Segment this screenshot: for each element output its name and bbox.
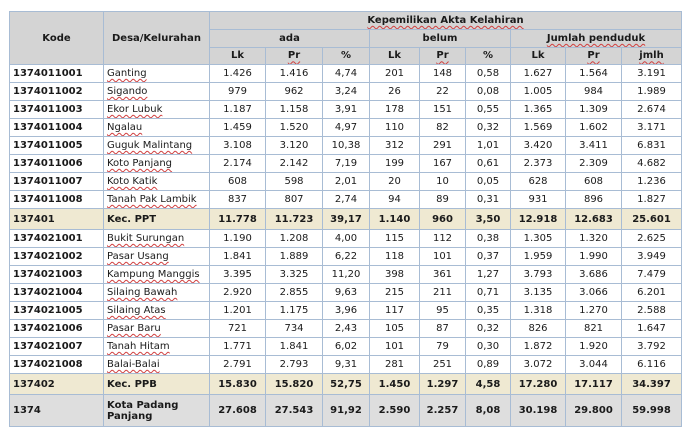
desa-name: Balai-Balai [107,359,160,370]
cell-jml-lk: 1.959 [511,248,566,266]
cell-jml-pr: 1.564 [566,65,622,83]
cell-belum-pr: 22 [420,83,466,101]
col-header-ada-pct: % [323,47,370,64]
cell-belum-pr: 101 [420,248,466,266]
cell-jml-pr: 1.920 [566,338,622,356]
cell-jml-lk: 1.005 [511,83,566,101]
cell-jml-lk: 12.918 [511,209,566,230]
cell-desa [104,284,210,302]
col-header-jml-pr: Pr [566,47,622,64]
cell-ada-pr: 3.120 [266,137,323,155]
cell-ada-pr: 2.793 [266,356,323,374]
cell-ada-pct: 4,00 [323,230,370,248]
desa-name: Pasar Baru [107,323,161,334]
subtotal-row [10,374,682,395]
cell-belum-pct: 0,61 [466,155,511,173]
cell-belum-pct: 3,50 [466,209,511,230]
cell-ada-pr: 962 [266,83,323,101]
cell-ada-pr: 1.208 [266,230,323,248]
col-header-jml-lk: Lk [511,47,566,64]
cell-desa [104,374,210,395]
group-header-akta: Kepemilikan Akta Kelahiran [210,12,682,30]
cell-ada-pr: 1.416 [266,65,323,83]
cell-jml-pr: 1.309 [566,101,622,119]
cell-ada-lk: 1.841 [210,248,266,266]
cell-jml-pr: 1.270 [566,302,622,320]
cell-jml-pr: 984 [566,83,622,101]
cell-belum-pct: 8,08 [466,395,511,427]
cell-kode: 1374011006 [10,155,104,173]
cell-jml-pr: 3.411 [566,137,622,155]
cell-belum-lk: 312 [370,137,420,155]
cell-ada-lk: 1.771 [210,338,266,356]
col-header-belum-lk: Lk [370,47,420,64]
cell-ada-pr: 15.820 [266,374,323,395]
cell-jml-pr: 1.602 [566,119,622,137]
cell-belum-lk: 110 [370,119,420,137]
cell-jml-lk: 3.072 [511,356,566,374]
cell-jml-lk: 1.305 [511,230,566,248]
desa-name: Sigando [107,86,148,97]
desa-name: Kec. PPB [107,378,157,390]
cell-ada-lk: 837 [210,191,266,209]
cell-jml-pr: 896 [566,191,622,209]
cell-ada-pct: 3,96 [323,302,370,320]
population-birth-certificate-table [9,11,682,427]
group-header-jumlah: Jumlah penduduk [511,30,682,47]
cell-jml-pr: 17.117 [566,374,622,395]
cell-jml: 4.682 [622,155,682,173]
cell-jml: 6.116 [622,356,682,374]
desa-name: Kec. PPT [107,213,157,225]
desa-name: Kampung Manggis [107,269,200,280]
cell-jml: 1.236 [622,173,682,191]
cell-belum-pr: 211 [420,284,466,302]
cell-jml-lk: 1.872 [511,338,566,356]
cell-jml-lk: 1.569 [511,119,566,137]
col-header-ada-pr: Pr [266,47,323,64]
cell-jml-pr: 2.309 [566,155,622,173]
cell-jml: 3.949 [622,248,682,266]
cell-jml-pr: 821 [566,320,622,338]
cell-kode: 137401 [10,209,104,230]
table-row [10,137,682,155]
cell-belum-pct: 4,58 [466,374,511,395]
cell-ada-pct: 6,02 [323,338,370,356]
cell-desa [104,266,210,284]
cell-desa [104,119,210,137]
cell-ada-lk: 1.426 [210,65,266,83]
table-row [10,83,682,101]
cell-belum-lk: 201 [370,65,420,83]
cell-ada-lk: 1.190 [210,230,266,248]
desa-name: Tanah Pak Lambik [107,194,197,205]
cell-ada-lk: 979 [210,83,266,101]
cell-belum-lk: 94 [370,191,420,209]
cell-belum-lk: 215 [370,284,420,302]
cell-belum-pr: 2.257 [420,395,466,427]
cell-belum-pr: 112 [420,230,466,248]
cell-kode: 1374011002 [10,83,104,101]
table-row [10,155,682,173]
cell-ada-pct: 39,17 [323,209,370,230]
cell-belum-lk: 281 [370,356,420,374]
cell-desa [104,101,210,119]
cell-jml-pr: 3.044 [566,356,622,374]
cell-ada-pr: 1.158 [266,101,323,119]
cell-kode: 1374011005 [10,137,104,155]
cell-belum-pct: 0,05 [466,173,511,191]
total-row [10,395,682,427]
desa-name: Silaing Bawah [107,287,178,298]
cell-desa [104,395,210,427]
cell-ada-lk: 1.459 [210,119,266,137]
cell-jml: 1.827 [622,191,682,209]
cell-ada-lk: 1.201 [210,302,266,320]
cell-ada-pr: 1.841 [266,338,323,356]
cell-jml-lk: 931 [511,191,566,209]
col-header-belum-pct: % [466,47,511,64]
cell-kode: 1374021002 [10,248,104,266]
cell-jml: 34.397 [622,374,682,395]
table-row [10,284,682,302]
cell-ada-pct: 91,92 [323,395,370,427]
cell-ada-pct: 2,01 [323,173,370,191]
cell-ada-pct: 6,22 [323,248,370,266]
col-header-desa: Desa/Kelurahan [104,12,210,65]
cell-jml-lk: 826 [511,320,566,338]
cell-belum-lk: 105 [370,320,420,338]
cell-jml-lk: 3.420 [511,137,566,155]
cell-belum-lk: 118 [370,248,420,266]
cell-ada-pr: 2.142 [266,155,323,173]
cell-kode: 1374011008 [10,191,104,209]
col-header-kode: Kode [10,12,104,65]
cell-kode: 1374021005 [10,302,104,320]
cell-belum-pr: 148 [420,65,466,83]
cell-jml: 2.674 [622,101,682,119]
cell-desa [104,230,210,248]
desa-name: Tanah Hitam [107,341,170,352]
cell-jml-pr: 608 [566,173,622,191]
cell-ada-pct: 9,63 [323,284,370,302]
cell-desa [104,209,210,230]
group-header-belum: belum [370,30,511,47]
cell-belum-pr: 151 [420,101,466,119]
cell-belum-pct: 0,89 [466,356,511,374]
desa-name: Ganting [107,68,147,79]
table-row [10,191,682,209]
cell-belum-pct: 0,58 [466,65,511,83]
cell-ada-pct: 7,19 [323,155,370,173]
cell-belum-pct: 0,08 [466,83,511,101]
cell-ada-lk: 3.108 [210,137,266,155]
cell-desa [104,83,210,101]
cell-belum-pct: 0,30 [466,338,511,356]
cell-ada-lk: 11.778 [210,209,266,230]
cell-kode: 1374011003 [10,101,104,119]
cell-jml: 3.191 [622,65,682,83]
desa-name: Bukit Surungan [107,233,185,244]
cell-belum-lk: 26 [370,83,420,101]
cell-ada-pr: 27.543 [266,395,323,427]
table-row [10,356,682,374]
table-row [10,230,682,248]
cell-belum-pr: 10 [420,173,466,191]
cell-belum-pct: 0,38 [466,230,511,248]
desa-name: Pasar Usang [107,251,169,262]
cell-belum-pr: 361 [420,266,466,284]
cell-ada-pct: 52,75 [323,374,370,395]
cell-jml: 59.998 [622,395,682,427]
col-header-belum-pr: Pr [420,47,466,64]
cell-belum-pr: 87 [420,320,466,338]
cell-jml-pr: 3.066 [566,284,622,302]
cell-ada-pr: 3.325 [266,266,323,284]
cell-ada-lk: 2.174 [210,155,266,173]
cell-jml: 2.588 [622,302,682,320]
cell-belum-pr: 82 [420,119,466,137]
desa-name: Ekor Lubuk [107,104,163,115]
cell-jml: 3.171 [622,119,682,137]
cell-belum-lk: 398 [370,266,420,284]
cell-belum-pct: 0,32 [466,320,511,338]
cell-jml: 6.831 [622,137,682,155]
cell-jml-lk: 17.280 [511,374,566,395]
table-row [10,119,682,137]
table-header [10,12,682,65]
cell-ada-pr: 1.175 [266,302,323,320]
cell-jml: 2.625 [622,230,682,248]
cell-belum-pct: 0,71 [466,284,511,302]
cell-jml-lk: 3.793 [511,266,566,284]
cell-belum-pr: 167 [420,155,466,173]
cell-kode: 1374021004 [10,284,104,302]
desa-name: Ngalau [107,122,143,133]
cell-desa [104,248,210,266]
cell-ada-lk: 608 [210,173,266,191]
cell-jml-lk: 30.198 [511,395,566,427]
cell-belum-lk: 101 [370,338,420,356]
cell-jml-lk: 628 [511,173,566,191]
cell-desa [104,338,210,356]
cell-jml: 1.989 [622,83,682,101]
cell-jml-lk: 3.135 [511,284,566,302]
cell-ada-pct: 4,74 [323,65,370,83]
table-body [10,65,682,427]
table-row [10,173,682,191]
cell-ada-pr: 807 [266,191,323,209]
group-header-ada: ada [210,30,370,47]
cell-kode: 1374 [10,395,104,427]
cell-ada-pct: 11,20 [323,266,370,284]
desa-name: Kota Padang Panjang [107,399,179,422]
cell-desa [104,173,210,191]
cell-belum-lk: 1.140 [370,209,420,230]
cell-belum-lk: 115 [370,230,420,248]
table-row [10,320,682,338]
table-row [10,65,682,83]
cell-jml-pr: 1.990 [566,248,622,266]
cell-ada-lk: 1.187 [210,101,266,119]
table-row [10,248,682,266]
cell-belum-lk: 117 [370,302,420,320]
cell-ada-pr: 1.889 [266,248,323,266]
col-header-jmlh: jmlh [622,47,682,64]
cell-desa [104,320,210,338]
cell-ada-pr: 11.723 [266,209,323,230]
cell-belum-pr: 291 [420,137,466,155]
cell-ada-pct: 9,31 [323,356,370,374]
cell-belum-lk: 20 [370,173,420,191]
cell-belum-pct: 1,01 [466,137,511,155]
cell-ada-pct: 2,74 [323,191,370,209]
col-header-ada-lk: Lk [210,47,266,64]
cell-belum-pct: 1,27 [466,266,511,284]
cell-jml: 3.792 [622,338,682,356]
desa-name: Silaing Atas [107,305,166,316]
subtotal-row [10,209,682,230]
cell-belum-pr: 251 [420,356,466,374]
cell-desa [104,191,210,209]
cell-jml: 1.647 [622,320,682,338]
cell-kode: 137402 [10,374,104,395]
table-row [10,101,682,119]
cell-belum-lk: 1.450 [370,374,420,395]
cell-desa [104,155,210,173]
cell-jml-pr: 12.683 [566,209,622,230]
cell-ada-lk: 2.791 [210,356,266,374]
cell-belum-pr: 79 [420,338,466,356]
cell-jml-lk: 1.365 [511,101,566,119]
table-row [10,266,682,284]
cell-belum-pct: 0,32 [466,119,511,137]
cell-ada-pr: 1.520 [266,119,323,137]
cell-ada-pct: 3,91 [323,101,370,119]
cell-kode: 1374021003 [10,266,104,284]
desa-name: Koto Katik [107,176,158,187]
cell-belum-pr: 960 [420,209,466,230]
cell-desa [104,302,210,320]
cell-belum-pr: 1.297 [420,374,466,395]
cell-belum-pr: 95 [420,302,466,320]
cell-jml-pr: 29.800 [566,395,622,427]
cell-kode: 1374011004 [10,119,104,137]
cell-ada-lk: 15.830 [210,374,266,395]
cell-belum-pct: 0,31 [466,191,511,209]
cell-desa [104,137,210,155]
cell-ada-lk: 2.920 [210,284,266,302]
cell-kode: 1374021006 [10,320,104,338]
cell-jml: 7.479 [622,266,682,284]
cell-ada-lk: 3.395 [210,266,266,284]
cell-belum-pct: 0,37 [466,248,511,266]
cell-jml: 25.601 [622,209,682,230]
cell-ada-lk: 721 [210,320,266,338]
table-row [10,302,682,320]
cell-ada-pct: 3,24 [323,83,370,101]
cell-belum-pr: 89 [420,191,466,209]
cell-belum-pct: 0,55 [466,101,511,119]
cell-jml-lk: 1.627 [511,65,566,83]
desa-name: Guguk Malintang [107,140,193,151]
cell-ada-pct: 2,43 [323,320,370,338]
cell-ada-lk: 27.608 [210,395,266,427]
cell-kode: 1374021008 [10,356,104,374]
cell-kode: 1374011007 [10,173,104,191]
cell-ada-pr: 734 [266,320,323,338]
cell-ada-pct: 10,38 [323,137,370,155]
cell-jml: 6.201 [622,284,682,302]
cell-ada-pct: 4,97 [323,119,370,137]
cell-belum-pct: 0,35 [466,302,511,320]
cell-kode: 1374011001 [10,65,104,83]
cell-desa [104,356,210,374]
cell-belum-lk: 2.590 [370,395,420,427]
cell-belum-lk: 178 [370,101,420,119]
table-row [10,338,682,356]
cell-jml-lk: 2.373 [511,155,566,173]
cell-kode: 1374021007 [10,338,104,356]
cell-ada-pr: 2.855 [266,284,323,302]
cell-desa [104,65,210,83]
cell-ada-pr: 598 [266,173,323,191]
desa-name: Koto Panjang [107,158,173,169]
cell-jml-pr: 1.320 [566,230,622,248]
cell-jml-pr: 3.686 [566,266,622,284]
cell-jml-lk: 1.318 [511,302,566,320]
cell-kode: 1374021001 [10,230,104,248]
cell-belum-lk: 199 [370,155,420,173]
